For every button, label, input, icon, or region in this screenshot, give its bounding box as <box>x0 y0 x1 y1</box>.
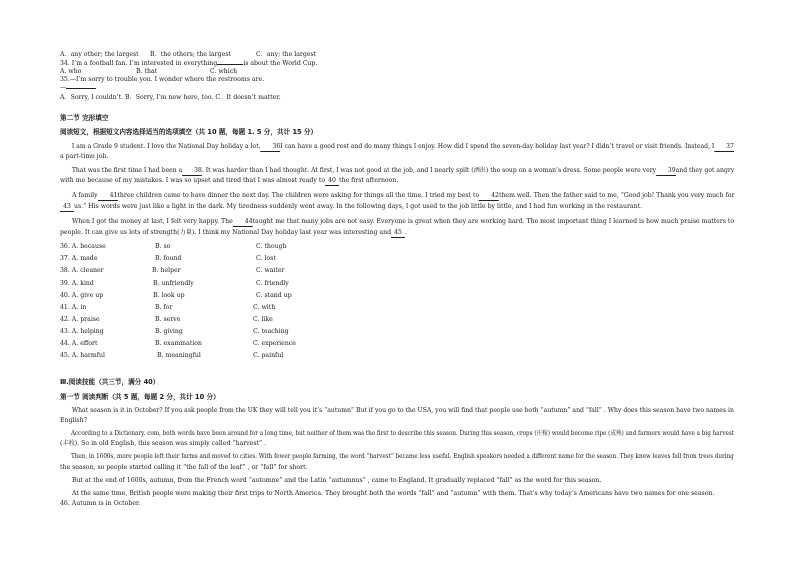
cloze-p4-line1: When I got the money at last, I felt very happy. The 44taught me that many jobs are not easy. Everyone is great when they are working hard. The most important thing I learned is how much praise matters to <box>71 218 735 225</box>
q33-option-a: A．any other; the largest <box>60 51 139 58</box>
q35-options: A．Sorry, I couldn’t. B．Sorry, I’m new here, too. C．It doesn’t matter. <box>60 94 281 101</box>
question-46: 46. Autumn is in October. <box>60 500 141 507</box>
choice-45-c: C. painful <box>253 352 284 359</box>
choice-43-a: 43. A. helping <box>60 328 104 335</box>
choice-36-c: C. though <box>256 243 287 250</box>
section2-title: 第二节 完形填空 <box>60 114 109 122</box>
choice-36-b: B. so <box>155 243 171 250</box>
choice-40-c: C. stand up <box>256 292 292 299</box>
section3-subtitle: 第一节 阅读判断（共 5 题，每题 2 分，共计 10 分） <box>60 393 220 401</box>
q35-reply: — <box>60 84 96 92</box>
choice-43-b: B. giving <box>155 328 183 335</box>
section3-title: Ⅲ.阅读技能（共三节，满分 40） <box>60 378 160 386</box>
blank-45: 45 <box>391 229 405 238</box>
cloze-p3-line2: 43 us.” His words were just like a light in the dark. My tiredness suddenly went away. In the following days, I got used to the job little by little, and I had fun working in the restaurant. <box>60 203 642 212</box>
choice-40-b: B. look up <box>153 292 185 299</box>
reading-p3-line2: the season, so people started calling it “the fall of the leaf” , or “fall” for short. <box>60 464 308 471</box>
choice-38-c: C. waiter <box>256 267 285 274</box>
reading-p1-line2: English? <box>60 417 87 424</box>
choice-42-b: B. serve <box>155 316 181 323</box>
blank-39: 39 <box>656 167 676 176</box>
choice-45-a: 45. A. harmful <box>60 352 105 359</box>
choice-44-c: C. experience <box>253 340 296 347</box>
q34-blank <box>217 64 243 65</box>
choice-40-a: 40. A. give up <box>60 292 104 299</box>
choice-37-c: C. lost <box>256 255 276 262</box>
choice-38-a: 38. A. cleaner <box>60 267 104 274</box>
choice-44-a: 44. A. effort <box>60 340 98 347</box>
blank-41: 41 <box>98 192 118 201</box>
choice-42-c: C. like <box>253 316 273 323</box>
blank-37: 37 <box>714 143 734 152</box>
choice-43-c: C. teaching <box>253 328 289 335</box>
choice-45-b: B. meaningful <box>157 352 201 359</box>
reading-p2-line2: (丰收). So in old English, this season was simply called “harvest” . <box>60 440 267 447</box>
cloze-p4-line2: people. It can give us lots of strength(力量). I think my National Day holiday last year was interesting and 45 . <box>60 229 408 236</box>
q35-stem: 35.—I’m sorry to trouble you. I wonder where the restrooms are. <box>60 76 265 83</box>
choice-36-a: 36. A. because <box>60 243 106 250</box>
q34-option-c: C. which <box>210 68 238 75</box>
blank-36: 36 <box>261 143 281 152</box>
choice-38-b: B. helper <box>152 267 181 274</box>
reading-p3-line1: Then, in 1600s, more people left their farms and moved to cities. With fewer people farming, the word “harvest” became less useful. English speakers needed a different name for the season. They knew leaves fell from trees during <box>70 453 734 460</box>
reading-p1-line1: What season is it in October? If you ask people from the UK they will tell you it’s “autumn” But if you go to the USA, you will find that people use both “autumn” and “fall” . Why does this season have two names in <box>71 407 734 414</box>
q34-stem: 34. I’m a football fan. I’m interested in everything is about the World Cup. <box>60 60 318 67</box>
blank-38: 38 <box>182 167 202 176</box>
choice-39-b: B. unfriendly <box>153 280 194 287</box>
reading-p5-line1: At the same time, British people were making their first trips to North America. They brought both the words “fall” and “autumn” with them. That’s why today’s Americans have two names for one season. <box>72 490 715 497</box>
choice-41-a: 41. A. in <box>60 304 87 311</box>
section2-instruction: 阅读短文，根据短文内容选择适当的选项填空（共 10 题，每题 1. 5 分，共计 15 分） <box>60 128 318 136</box>
cloze-p2-line2: with me because of my mistakes. I was so upset and tired that I was almost ready to 40 the first afternoon. <box>60 177 399 184</box>
choice-42-a: 42. A. praise <box>60 316 100 323</box>
blank-40: 40 <box>325 177 339 186</box>
blank-43: 43 <box>60 203 74 212</box>
blank-44: 44 <box>233 218 253 227</box>
cloze-p2-line1: That was the first time I had been a 38. It was harder than I had thought. At first, I was not good at the job, and I nearly spilt (洒出) the soup on a woman’s dress. Some people were very 39and they got angry <box>71 167 735 174</box>
cloze-p3-line1: A family 41three children came to have dinner the next day. The children were asking for things all the time. I tried my best to 42them well. Then the father said to me, “Good job! Thank you very much for <box>71 192 735 199</box>
choice-37-a: 37. A. made <box>60 255 98 262</box>
choice-37-b: B. found <box>155 255 182 262</box>
reading-p2-line1: According to a Dictionary. com, both words have been around for a long time, but neither of them was the first to describe this season. During this season, crops (庄稼) would become ripe (成熟) and farmers would have a big harvest <box>70 430 735 437</box>
choice-41-c: C. with <box>253 304 276 311</box>
q33-option-c: C．any; the largest <box>256 51 317 58</box>
choice-41-b: B. for <box>155 304 173 311</box>
cloze-p1-line2: a part-time job. <box>60 153 109 160</box>
cloze-p1-line1: I am a Grade 9 student. I love the National Day holiday a lot. 36I can have a good rest and do many things I enjoy. How did I spend the seven-day holiday last year? I didn’t travel or visit friends. Instead, I 37 <box>71 143 734 150</box>
choice-39-c: C. friendly <box>256 280 289 287</box>
choice-44-b: B. examination <box>155 340 203 347</box>
q34-option-b: B. that <box>136 68 158 75</box>
q34-option-a: A. who <box>60 68 82 75</box>
choice-39-a: 39. A. kind <box>60 280 94 287</box>
q33-option-b: B．the others; the largest <box>150 51 231 58</box>
reading-p4-line1: But at the end of 1600s, autumn, from the French word “automne” and the Latin “autumnus” , came to England. It gradually replaced “fall” as the word for this season. <box>72 477 602 484</box>
blank-42: 42 <box>479 192 499 201</box>
